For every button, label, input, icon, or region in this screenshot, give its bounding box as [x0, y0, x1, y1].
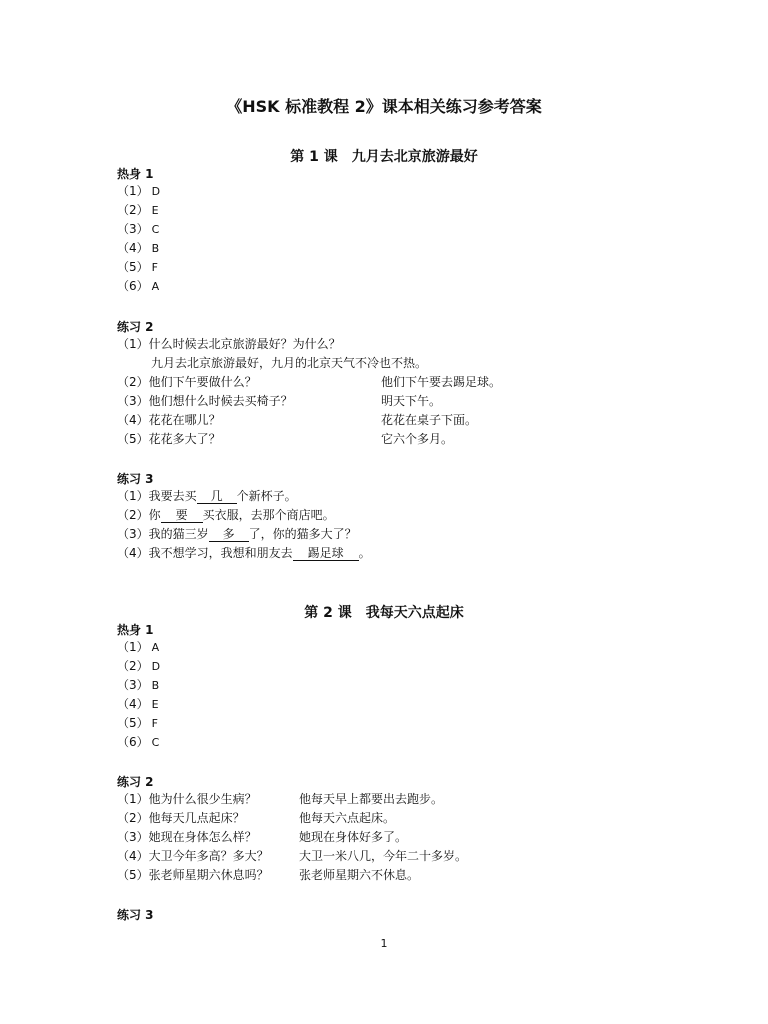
lesson2-warmup-item: （2） D	[117, 659, 161, 673]
lesson2-ex2-item: （3）她现在身体怎么样？	[117, 830, 257, 844]
lesson2-ex2-item: （2）他每天几点起床？	[117, 811, 245, 825]
lesson1-ex2-item: （5）花花多大了？	[117, 432, 221, 446]
lesson1-warmup-item: （6） A	[117, 279, 160, 293]
lesson1-ex3-item: （3）我的猫三岁 多 了，你的猫多大了？	[117, 527, 357, 541]
lesson2-warmup-item: （3） B	[117, 678, 160, 692]
lesson2-warmup-item: （4） E	[117, 697, 159, 711]
lesson1-warmup-item: （5） F	[117, 260, 158, 274]
lesson1-ex3-item: （4）我不想学习，我想和朋友去 踢足球 。	[117, 546, 371, 560]
lesson1-warmup-item: （1） D	[117, 184, 161, 198]
lesson2-ex2-answer: 他每天早上都要出去跑步。	[299, 792, 444, 806]
page-number: 1	[380, 937, 388, 950]
lesson2-ex2-item: （1）他为什么很少生病？	[117, 792, 257, 806]
lesson1-ex2-answer: 花花在桌子下面。	[381, 413, 478, 427]
lesson2-warmup-item: （1） A	[117, 640, 160, 654]
fill-blank: 要	[161, 508, 203, 523]
lesson1-ex3-item: （1）我要去买 几 个新杯子。	[117, 489, 297, 503]
lesson2-ex2-item: （5）张老师星期六休息吗？	[117, 868, 269, 882]
lesson1-ex2-item: （2）他们下午要做什么？	[117, 375, 257, 389]
lesson1-ex2-answer: 他们下午要去踢足球。	[381, 375, 502, 389]
lesson2-warmup-item: （6） C	[117, 735, 160, 749]
fill-blank: 几	[197, 489, 237, 504]
document-title: 《HSK 标准教程 2》课本相关练习参考答案	[226, 97, 542, 116]
lesson2-ex3-heading: 练习 3	[117, 908, 154, 922]
lesson1-ex2-item: （4）花花在哪儿？	[117, 413, 221, 427]
lesson2-ex2-answer: 他每天六点起床。	[299, 811, 396, 825]
lesson1-ex2-answer: 九月去北京旅游最好，九月的北京天气不冷也不热。	[151, 356, 428, 370]
lesson1-title: 第 1 课 九月去北京旅游最好	[290, 149, 478, 165]
lesson1-ex2-answer: 明天下午。	[381, 394, 442, 408]
lesson1-ex2-item: （1）什么时候去北京旅游最好？为什么？	[117, 337, 341, 351]
lesson1-warmup-heading: 热身 1	[117, 167, 154, 181]
lesson2-title: 第 2 课 我每天六点起床	[304, 605, 464, 621]
fill-blank: 多	[209, 527, 249, 542]
lesson2-ex2-heading: 练习 2	[117, 775, 154, 789]
lesson1-ex3-item: （2）你 要 买衣服，去那个商店吧。	[117, 508, 335, 522]
lesson1-ex2-item: （3）他们想什么时候去买椅子？	[117, 394, 293, 408]
lesson2-warmup-item: （5） F	[117, 716, 158, 730]
lesson2-ex2-answer: 大卫一米八几，今年二十多岁。	[299, 849, 468, 863]
lesson1-ex2-heading: 练习 2	[117, 320, 154, 334]
lesson2-warmup-heading: 热身 1	[117, 623, 154, 637]
lesson1-warmup-item: （2） E	[117, 203, 159, 217]
lesson1-warmup-item: （4） B	[117, 241, 160, 255]
lesson2-ex2-answer: 张老师星期六不休息。	[299, 868, 420, 882]
lesson2-ex2-answer: 她现在身体好多了。	[299, 830, 408, 844]
lesson1-warmup-item: （3） C	[117, 222, 160, 236]
lesson2-ex2-item: （4）大卫今年多高？多大？	[117, 849, 269, 863]
fill-blank: 踢足球	[293, 546, 359, 561]
lesson1-ex2-answer: 它六个多月。	[381, 432, 454, 446]
lesson1-ex3-heading: 练习 3	[117, 472, 154, 486]
